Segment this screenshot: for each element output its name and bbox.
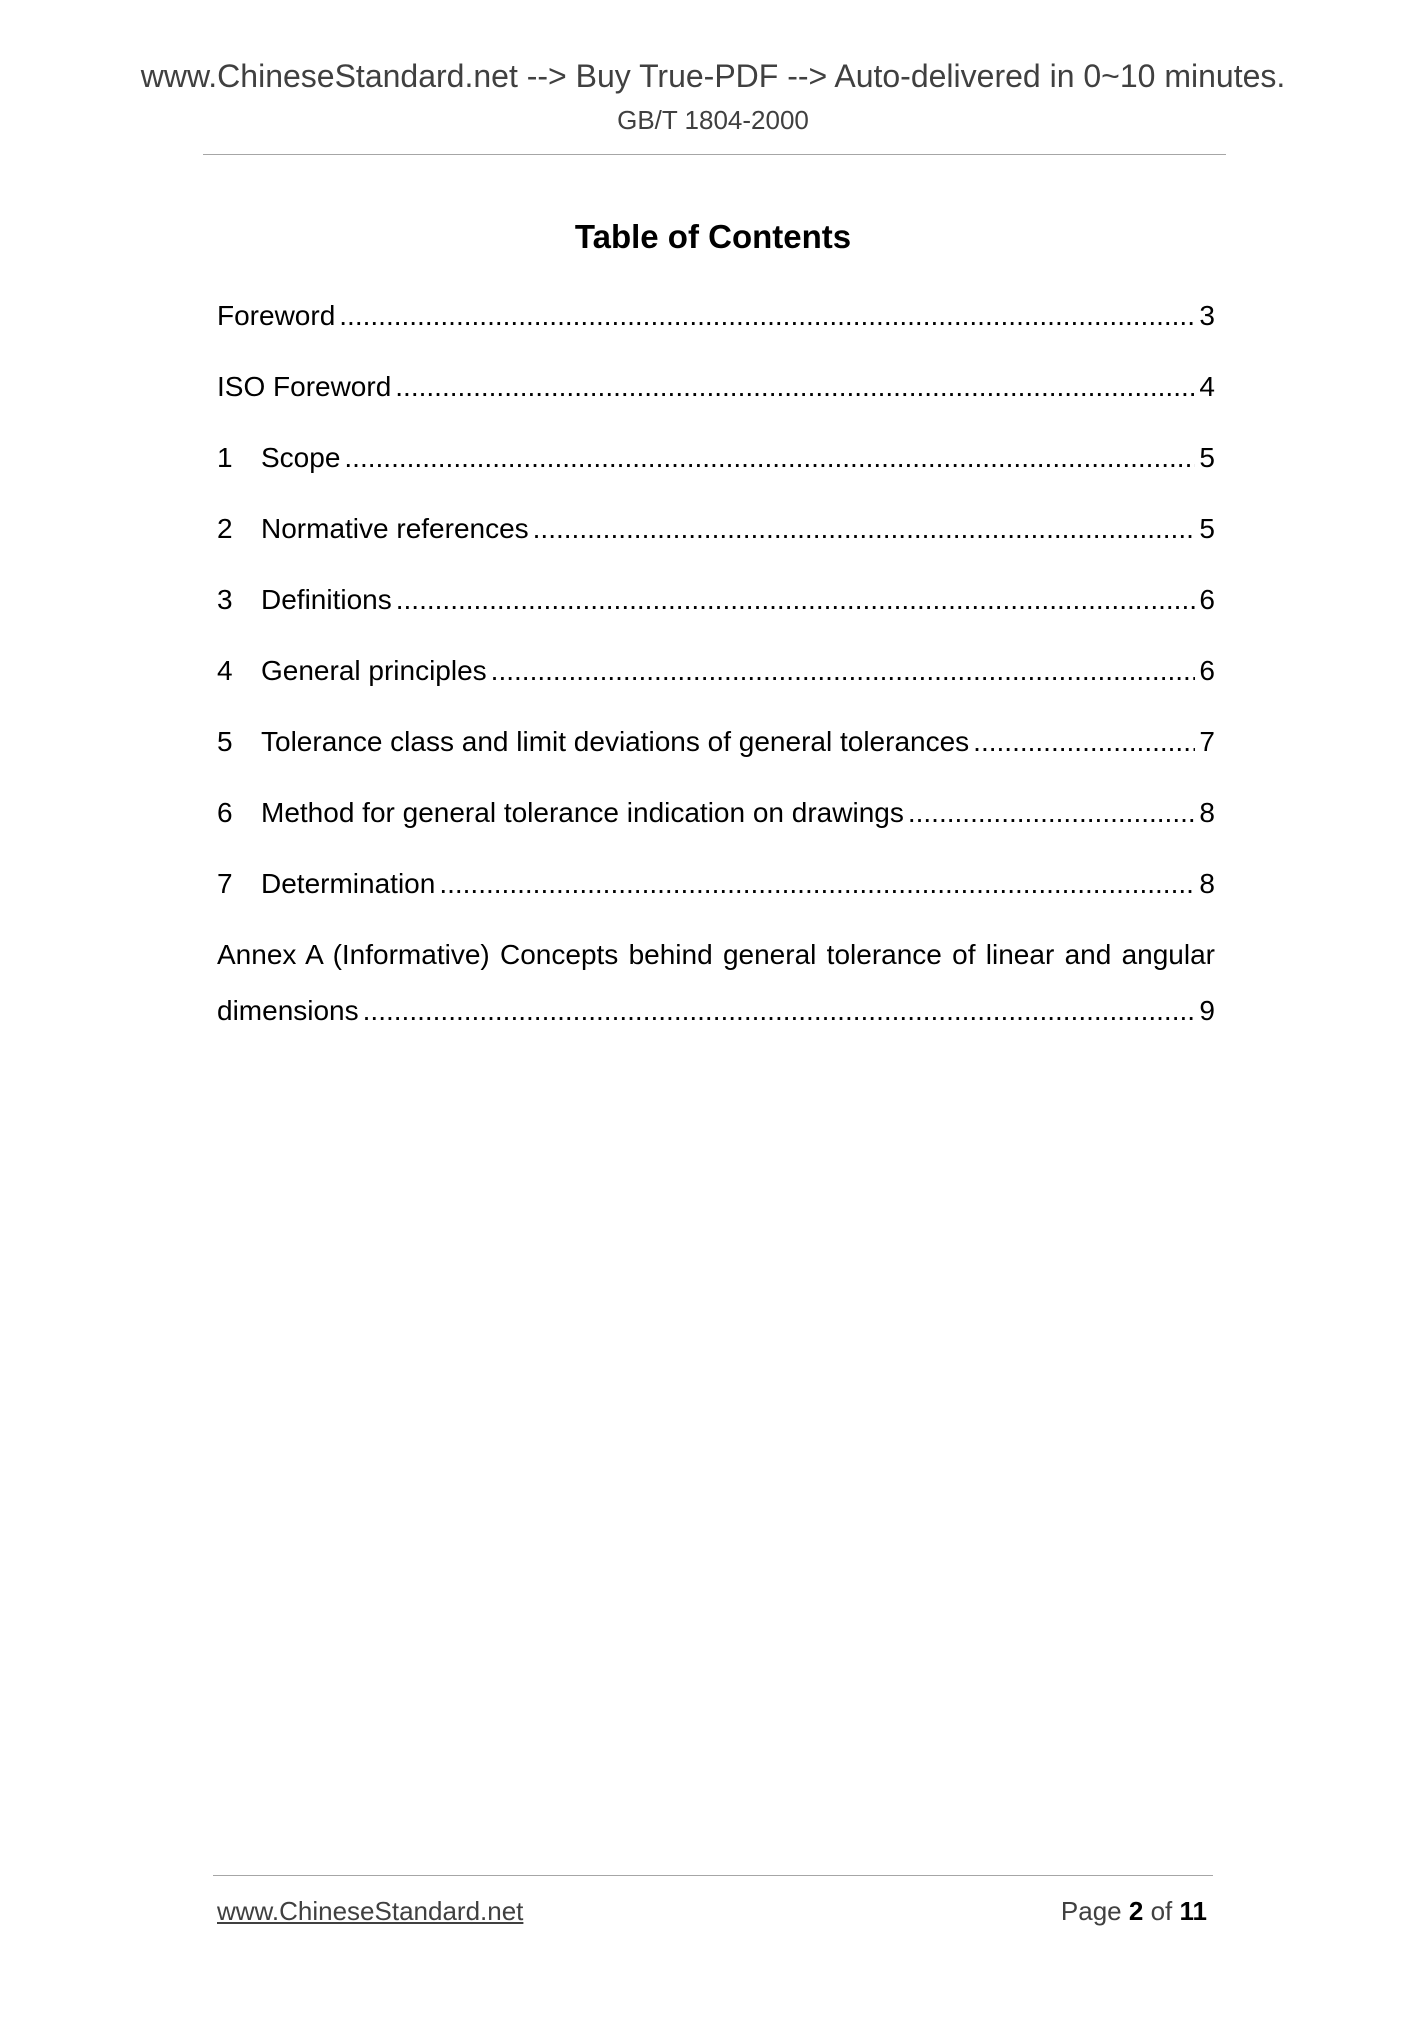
- toc-entry-text: dimensions: [217, 995, 359, 1026]
- toc-entry-number: 6: [217, 797, 233, 828]
- toc-entry-page: 6: [1199, 655, 1215, 686]
- toc-entry-text: Foreword: [217, 300, 336, 331]
- toc-entry-normative-references[interactable]: [217, 509, 1215, 549]
- toc-leader: [973, 722, 1195, 762]
- toc-entry-tolerance-class[interactable]: [217, 722, 1215, 762]
- toc-entry-text: Normative references: [261, 513, 529, 544]
- toc-leader: [339, 296, 1195, 336]
- toc-entry-text: Tolerance class and limit deviations of general tolerances: [261, 726, 970, 757]
- header-banner: www.ChineseStandard.net --> Buy True-PDF --> Auto-delivered in 0~10 minutes.: [140, 58, 1286, 94]
- toc-entry-definitions[interactable]: [217, 580, 1215, 620]
- toc-entry-indication-method[interactable]: [217, 793, 1215, 833]
- toc-entry-number: 7: [217, 868, 233, 899]
- header-divider: [203, 154, 1226, 155]
- toc-leader: [439, 864, 1195, 904]
- footer-divider: [213, 1875, 1213, 1876]
- footer-site-link[interactable]: www.ChineseStandard.net: [217, 1896, 524, 1926]
- toc-entry-scope[interactable]: [217, 438, 1215, 478]
- toc-leader: [491, 651, 1196, 691]
- toc-entry-text: ISO Foreword: [217, 371, 392, 402]
- toc-entry-number: 1: [217, 442, 233, 473]
- toc-entry-page: 5: [1199, 513, 1215, 544]
- standard-id: GB/T 1804-2000: [617, 105, 809, 135]
- toc-entry-text: General principles: [261, 655, 487, 686]
- toc-entry-annex-a[interactable]: [217, 991, 1215, 1031]
- toc-entry-text: Determination: [261, 868, 436, 899]
- toc-entry-number: 3: [217, 584, 233, 615]
- page-word: Page: [1060, 1896, 1122, 1926]
- toc-leader: [395, 367, 1195, 407]
- toc-leader: [396, 580, 1196, 620]
- toc-title: Table of Contents: [574, 218, 852, 255]
- toc-entry-page: 3: [1199, 300, 1215, 331]
- toc-entry-text: Method for general tolerance indication on drawings: [261, 797, 904, 828]
- toc-entry-page: 6: [1199, 584, 1215, 615]
- toc-entry-page: 8: [1199, 868, 1215, 899]
- toc-entry-number: 2: [217, 513, 233, 544]
- toc-leader: [908, 793, 1196, 833]
- toc-entry-determination[interactable]: [217, 864, 1215, 904]
- toc-entry-number: 4: [217, 655, 233, 686]
- toc-entry-annex-a-title[interactable]: Annex A (Informative) Concepts behind general tolerance of linear and angular: [217, 939, 1215, 970]
- toc-entry-page: 4: [1199, 371, 1215, 402]
- toc-leader: [363, 991, 1196, 1031]
- toc-entry-page: 7: [1199, 726, 1215, 757]
- page-total: 11: [1179, 1896, 1207, 1926]
- toc-leader: [533, 509, 1196, 549]
- page-indicator: [1061, 1893, 1207, 1929]
- toc-entry-text: Definitions: [261, 584, 392, 615]
- page-of: of: [1150, 1896, 1173, 1926]
- toc-entry-number: 5: [217, 726, 233, 757]
- toc-entry-page: 8: [1199, 797, 1215, 828]
- toc-entry-foreword[interactable]: [217, 296, 1215, 336]
- toc-entry-page: 5: [1199, 442, 1215, 473]
- toc-entry-iso-foreword[interactable]: [217, 367, 1215, 407]
- toc-entry-page: 9: [1199, 995, 1215, 1026]
- toc-leader: [344, 438, 1195, 478]
- toc-entry-text: Scope: [261, 442, 341, 473]
- page-current: 2: [1128, 1896, 1144, 1926]
- toc-entry-general-principles[interactable]: [217, 651, 1215, 691]
